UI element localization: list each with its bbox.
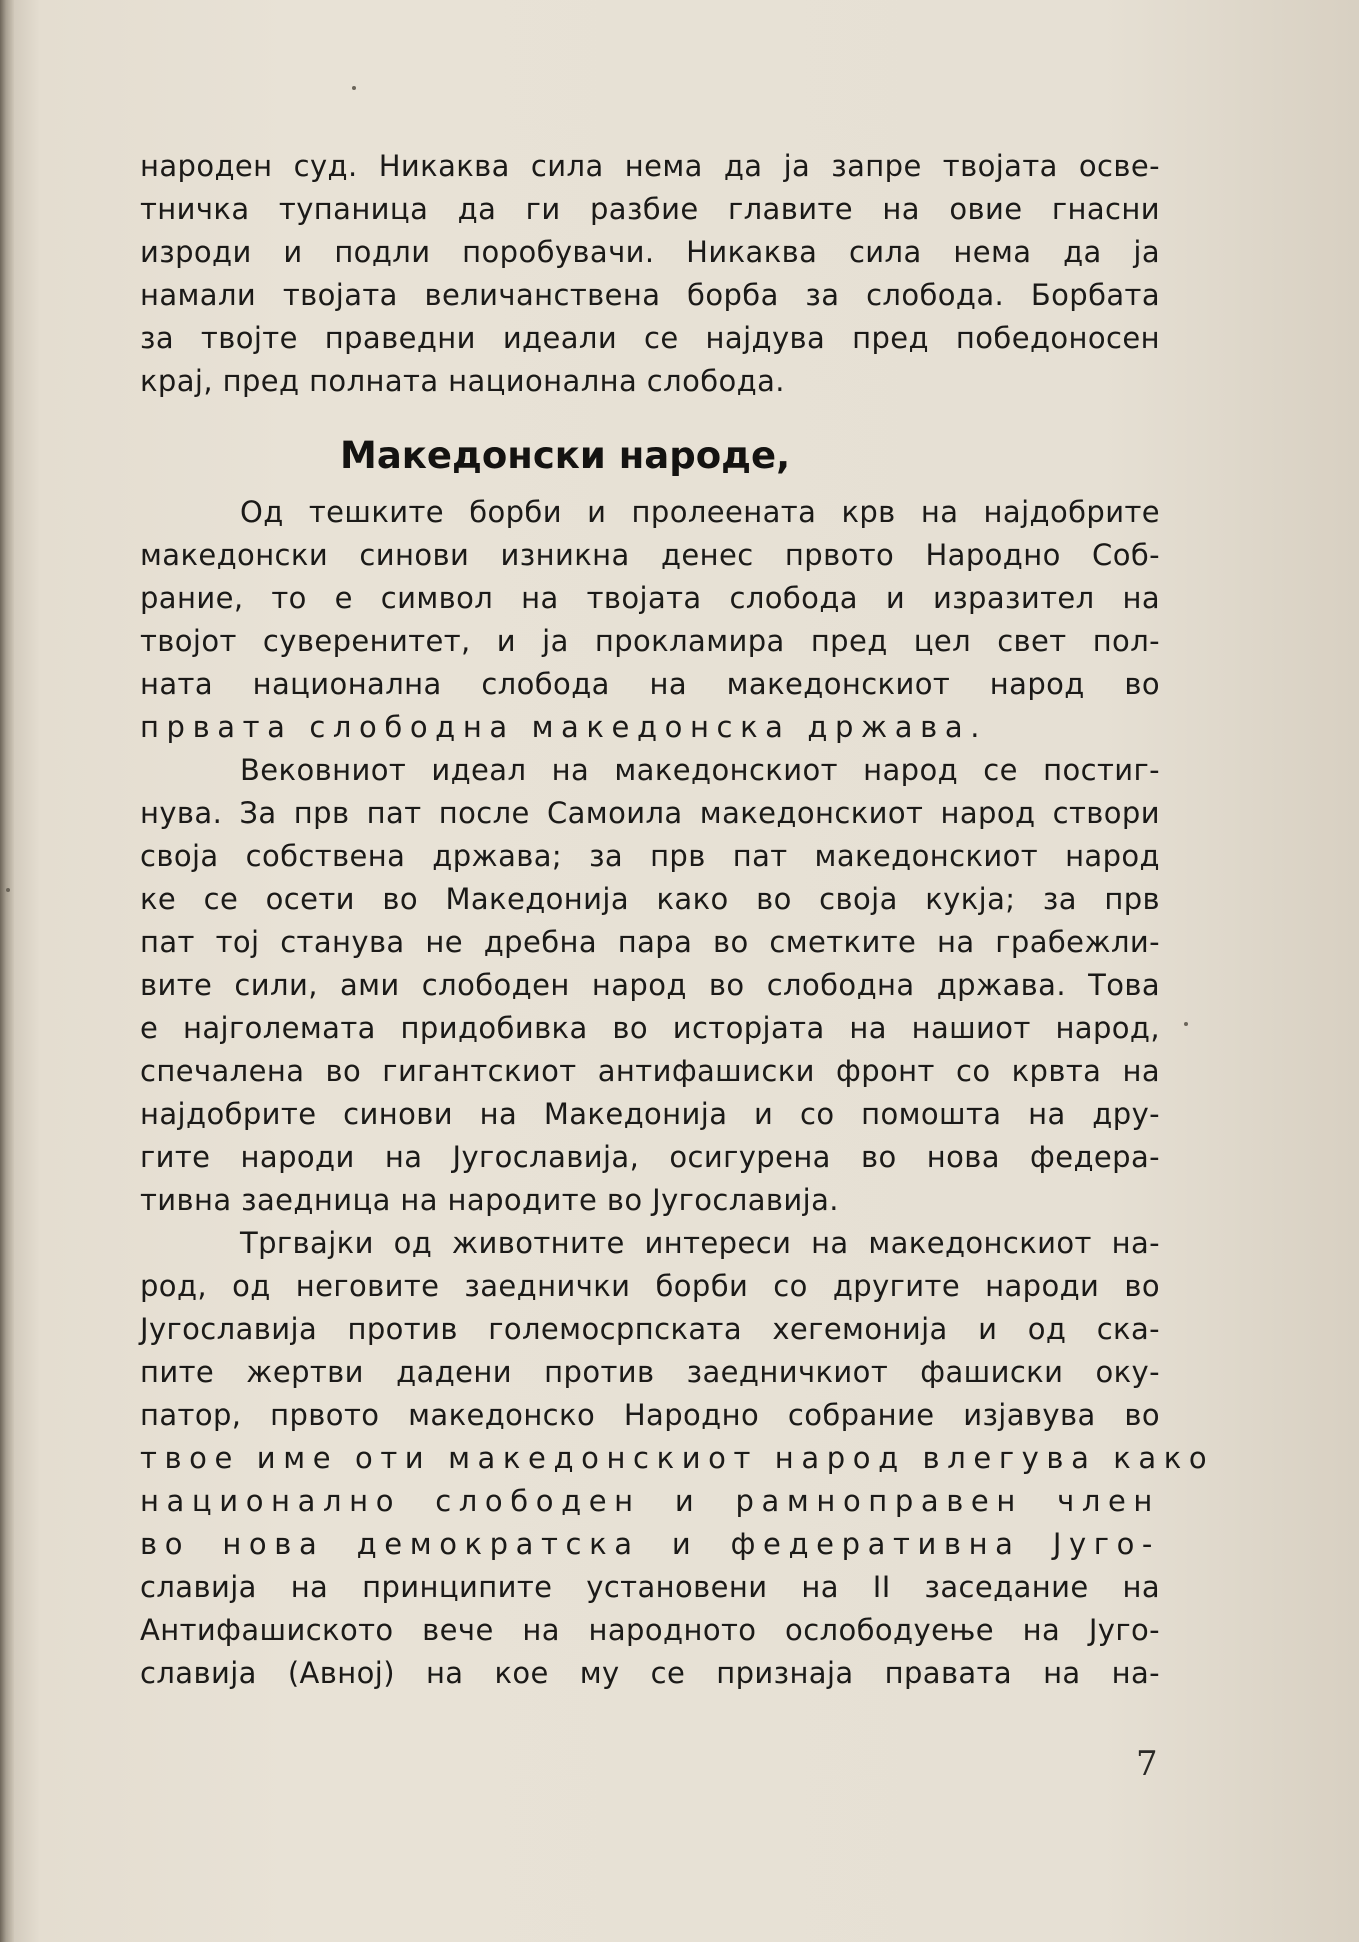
text-line-spaced: првата слободна македонска држава. bbox=[140, 710, 988, 744]
text-line-indent: Од тешките борби и пролеената крв на најдобрите bbox=[240, 495, 1160, 529]
text-line: е најголемата придобивка во исторјата на нашиот народ, bbox=[140, 1011, 1160, 1045]
text-line: најдобрите синови на Македонија и со помошта на дру- bbox=[140, 1097, 1160, 1131]
text-line: род, од неговите заеднички борби со другите народи во bbox=[140, 1269, 1160, 1303]
page-number: 7 bbox=[1136, 1744, 1158, 1784]
text-line: твојот суверенитет, и ја прокламира пред цел свет пол- bbox=[140, 624, 1160, 658]
text-line: крај, пред полната национална слобода. bbox=[140, 364, 785, 398]
text-line: ната национална слобода на македонскиот народ во bbox=[140, 667, 1160, 701]
text-line: македонски синови изникна денес првото Народно Соб- bbox=[140, 538, 1160, 572]
text-line: славија на принципите установени на II заседание на bbox=[140, 1570, 1160, 1604]
text-line: рание, то е символ на твојата слобода и изразител на bbox=[140, 581, 1160, 615]
text-line: вите сили, ами слободен народ во слободна држава. Това bbox=[140, 968, 1160, 1002]
section-heading: Македонски народе, bbox=[340, 434, 791, 477]
text-line: своја собствена држава; за прв пат македонскиот народ bbox=[140, 839, 1160, 873]
text-line: патор, првото македонско Народно собрание изјавува во bbox=[140, 1398, 1160, 1432]
text-line-indent: Вековниот идеал на македонскиот народ се постиг- bbox=[240, 753, 1160, 787]
text-line: спечалена во гигантскиот антифашиски фронт со крвта на bbox=[140, 1054, 1160, 1088]
text-line-spaced: твое име оти македонскиот народ влегува како bbox=[140, 1441, 1215, 1475]
paper-speck bbox=[352, 86, 356, 90]
text-line: за твојте праведни идеали се најдува пред победоносен bbox=[140, 321, 1160, 355]
text-line: пите жертви дадени против заедничкиот фашиски оку- bbox=[140, 1355, 1160, 1389]
text-line: изроди и подли поробувачи. Никаква сила нема да ја bbox=[140, 235, 1160, 269]
text-line: тничка тупаница да ги разбие главите на овие гнасни bbox=[140, 192, 1160, 226]
text-line: народен суд. Никаква сила нема да ја запре твојата осве- bbox=[140, 149, 1160, 183]
text-line: славија (Авној) на кое му се признаја правата на на- bbox=[140, 1656, 1160, 1690]
text-line: гите народи на Југославија, осигурена во нова федера- bbox=[140, 1140, 1160, 1174]
page-spine-shadow bbox=[0, 0, 14, 1942]
text-line: тивна заедница на народите во Југославија. bbox=[140, 1183, 839, 1217]
text-line-indent: Тргвајки од животните интереси на македонскиот на- bbox=[240, 1226, 1160, 1260]
text-line-spaced: национално слободен и рамноправен член bbox=[140, 1484, 1160, 1518]
text-line-spaced: во нова демократска и федеративна Југо- bbox=[140, 1527, 1160, 1561]
text-line: Југославија против големосрпската хегемонија и од ска- bbox=[140, 1312, 1160, 1346]
text-line: Антифашиското вече на народното ослободуење на Југо- bbox=[140, 1613, 1160, 1647]
paper-speck bbox=[1184, 1022, 1188, 1026]
text-line: пат тој станува не дребна пара во сметките на грабежли- bbox=[140, 925, 1160, 959]
text-line: ке се осети во Македонија како во своја кукја; за прв bbox=[140, 882, 1160, 916]
paper-speck bbox=[6, 888, 10, 892]
text-line: нува. За прв пат после Самоила македонскиот народ створи bbox=[140, 796, 1160, 830]
text-line: намали твојата величанствена борба за слобода. Борбата bbox=[140, 278, 1160, 312]
